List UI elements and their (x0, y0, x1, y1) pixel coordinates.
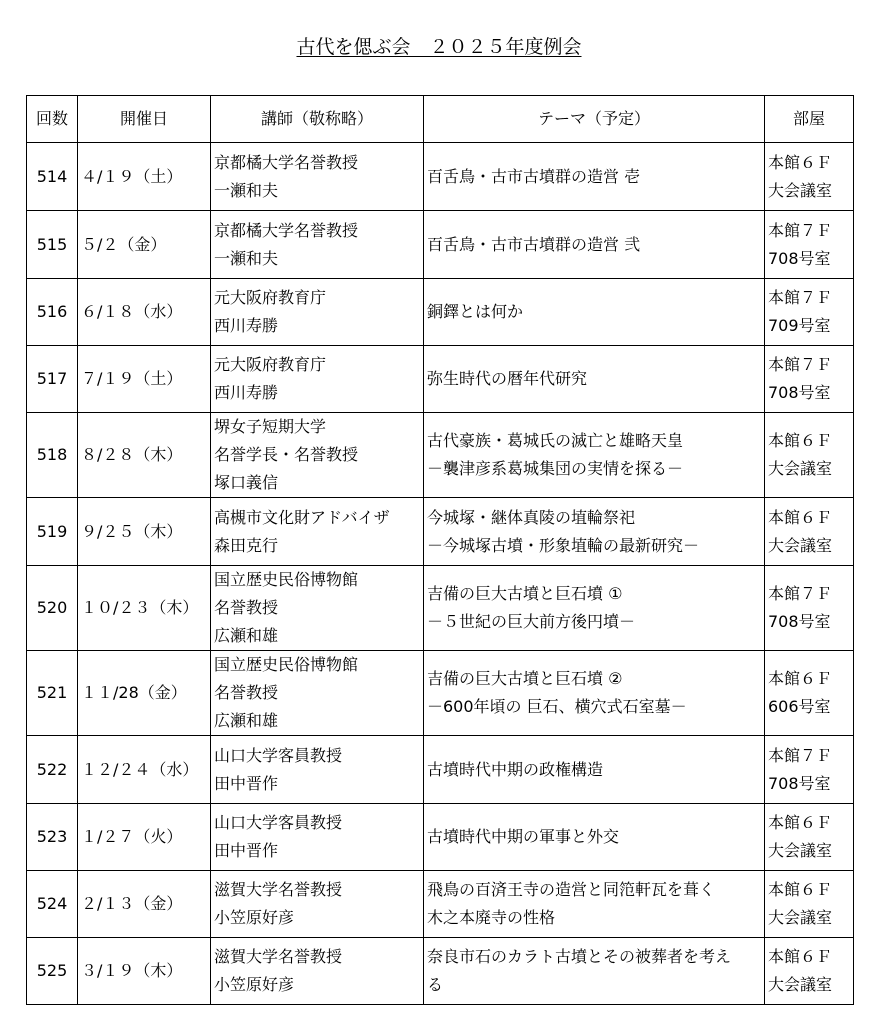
lecturer-cell (211, 498, 424, 566)
header-no: 回数 (27, 96, 78, 143)
theme-line: 吉備の巨大古墳と巨石墳 ② (427, 669, 623, 688)
table-row (27, 651, 854, 736)
session-number: 517 (27, 346, 78, 413)
table-row (27, 804, 854, 871)
lecturer-line: 森田克行 (214, 535, 279, 555)
room-cell (765, 871, 854, 938)
lecturer-line: 小笠原好彦 (214, 975, 295, 994)
header-theme: テーマ（予定） (424, 96, 765, 143)
theme-cell (424, 871, 765, 938)
theme-cell (424, 211, 765, 279)
room-line: 本館６Ｆ (768, 947, 833, 966)
session-date: ９/２５（木） (78, 498, 211, 566)
header-lecturer: 講師（敬称略） (211, 96, 424, 143)
room-line: 本館７Ｆ (768, 584, 833, 603)
session-number: 522 (27, 736, 78, 804)
lecturer-line: 京都橘大学名誉教授 (214, 152, 359, 172)
session-number: 520 (27, 566, 78, 651)
lecturer-line: 名誉教授 (214, 683, 279, 702)
theme-line: －襲津彦系葛城集団の実情を探る－ (427, 459, 684, 478)
room-line: 本館７Ｆ (768, 288, 833, 307)
session-date: ７/１９（土） (78, 346, 211, 413)
lecturer-line: 小笠原好彦 (214, 908, 295, 927)
lecturer-cell (211, 211, 424, 279)
session-number: 519 (27, 498, 78, 566)
room-line: 大会議室 (768, 975, 833, 994)
header-room: 部屋 (765, 96, 854, 143)
lecturer-line: 堺女子短期大学 (214, 417, 327, 436)
session-number: 524 (27, 871, 78, 938)
theme-line: る (427, 975, 444, 994)
lecturer-cell (211, 413, 424, 498)
session-date: ２/１３（金） (78, 871, 211, 938)
room-line: 本館７Ｆ (768, 355, 833, 374)
theme-line: 百舌鳥・古市古墳群の造営 壱 (427, 166, 641, 186)
lecturer-cell (211, 871, 424, 938)
lecturer-line: 一瀬和夫 (214, 248, 279, 268)
session-number: 525 (27, 938, 78, 1005)
room-line: 708号室 (768, 612, 831, 631)
session-date: ４/１９（土） (78, 143, 211, 211)
room-line: 本館７Ｆ (768, 220, 833, 240)
theme-cell (424, 804, 765, 871)
room-line: 本館６Ｆ (768, 507, 833, 527)
lecturer-cell (211, 651, 424, 736)
session-date: １０/２３（木） (78, 566, 211, 651)
session-date: ５/２（金） (78, 211, 211, 279)
room-line: 大会議室 (768, 535, 833, 555)
room-line: 本館６Ｆ (768, 669, 833, 688)
lecturer-line: 国立歴史民俗博物館 (214, 655, 359, 674)
room-cell (765, 498, 854, 566)
theme-line: 古墳時代中期の軍事と外交 (427, 827, 620, 846)
room-line: 本館６Ｆ (768, 813, 833, 832)
theme-cell (424, 143, 765, 211)
session-number: 515 (27, 211, 78, 279)
session-date: １２/２４（水） (78, 736, 211, 804)
room-line: 大会議室 (768, 908, 833, 927)
room-cell (765, 804, 854, 871)
session-date: ６/１８（水） (78, 279, 211, 346)
table-row (27, 938, 854, 1005)
session-number: 516 (27, 279, 78, 346)
schedule-table (26, 95, 854, 1005)
lecturer-line: 名誉学長・名誉教授 (214, 445, 359, 464)
theme-cell (424, 736, 765, 804)
room-cell (765, 413, 854, 498)
lecturer-cell (211, 566, 424, 651)
lecturer-line: 田中晋作 (214, 773, 279, 793)
theme-line: 吉備の巨大古墳と巨石墳 ① (427, 584, 623, 603)
document-title (0, 34, 878, 60)
lecturer-line: 田中晋作 (214, 841, 279, 860)
lecturer-line: 高槻市文化財アドバイザ (214, 507, 390, 527)
lecturer-line: 元大阪府教育庁 (214, 288, 327, 307)
lecturer-line: 滋賀大学名誉教授 (214, 880, 343, 899)
lecturer-line: 国立歴史民俗博物館 (214, 570, 359, 589)
document-title-text: 古代を偲ぶ会 ２０２５年度例会 (296, 36, 582, 58)
lecturer-line: 元大阪府教育庁 (214, 355, 327, 374)
theme-cell (424, 413, 765, 498)
session-number: 523 (27, 804, 78, 871)
theme-line: －５世紀の巨大前方後円墳－ (427, 612, 636, 631)
lecturer-cell (211, 938, 424, 1005)
theme-line: 奈良市石のカラト古墳とその被葬者を考え (427, 947, 732, 966)
room-cell (765, 736, 854, 804)
lecturer-cell (211, 804, 424, 871)
session-number: 521 (27, 651, 78, 736)
lecturer-line: 西川寿勝 (214, 383, 279, 402)
table-row (27, 279, 854, 346)
table-row (27, 143, 854, 211)
room-cell (765, 938, 854, 1005)
theme-line: －今城塚古墳・形象埴輪の最新研究－ (427, 535, 700, 555)
table-row (27, 498, 854, 566)
theme-cell (424, 498, 765, 566)
session-date: １/２７（火） (78, 804, 211, 871)
lecturer-cell (211, 279, 424, 346)
lecturer-cell (211, 346, 424, 413)
session-number: 518 (27, 413, 78, 498)
theme-line: 弥生時代の暦年代研究 (427, 369, 588, 388)
lecturer-cell (211, 143, 424, 211)
room-line: 606号室 (768, 697, 831, 716)
table-row (27, 413, 854, 498)
table-row (27, 346, 854, 413)
theme-cell (424, 651, 765, 736)
schedule-table-body (27, 143, 854, 1005)
room-cell (765, 651, 854, 736)
theme-line: 古墳時代中期の政権構造 (427, 759, 604, 779)
room-cell (765, 211, 854, 279)
lecturer-line: 広瀬和雄 (214, 711, 279, 730)
table-row (27, 211, 854, 279)
lecturer-line: 名誉教授 (214, 598, 279, 617)
room-cell (765, 143, 854, 211)
lecturer-line: 滋賀大学名誉教授 (214, 947, 343, 966)
header-date: 開催日 (78, 96, 211, 143)
lecturer-line: 広瀬和雄 (214, 626, 279, 645)
theme-cell (424, 346, 765, 413)
theme-line: 銅鐸とは何か (427, 302, 524, 321)
lecturer-line: 山口大学客員教授 (214, 745, 343, 765)
table-row (27, 871, 854, 938)
lecturer-line: 塚口義信 (214, 473, 279, 492)
theme-cell (424, 566, 765, 651)
theme-line: 古代豪族・葛城氏の滅亡と雄略天皇 (427, 431, 684, 450)
theme-line: 木之本廃寺の性格 (427, 908, 556, 927)
theme-line: －600年頃の 巨石、横穴式石室墓－ (427, 697, 687, 716)
session-date: １１/28（金） (78, 651, 211, 736)
room-line: 大会議室 (768, 459, 833, 478)
lecturer-line: 一瀬和夫 (214, 180, 279, 200)
lecturer-line: 西川寿勝 (214, 316, 279, 335)
session-number: 514 (27, 143, 78, 211)
room-line: 本館６Ｆ (768, 880, 833, 899)
lecturer-cell (211, 736, 424, 804)
theme-line: 今城塚・継体真陵の埴輪祭祀 (427, 507, 636, 527)
room-line: 708号室 (768, 773, 831, 793)
room-line: 本館６Ｆ (768, 431, 833, 450)
theme-line: 飛鳥の百済王寺の造営と同笵軒瓦を葺く (427, 880, 716, 899)
schedule-table-header (27, 96, 854, 143)
room-line: 709号室 (768, 316, 831, 335)
lecturer-line: 京都橘大学名誉教授 (214, 220, 359, 240)
room-line: 708号室 (768, 383, 831, 402)
theme-line: 百舌鳥・古市古墳群の造営 弐 (427, 234, 641, 254)
theme-cell (424, 279, 765, 346)
room-cell (765, 279, 854, 346)
header-row (27, 96, 854, 143)
session-date: ８/２８（木） (78, 413, 211, 498)
room-cell (765, 346, 854, 413)
lecturer-line: 山口大学客員教授 (214, 813, 343, 832)
room-line: 708号室 (768, 248, 831, 268)
table-row (27, 736, 854, 804)
table-row (27, 566, 854, 651)
room-cell (765, 566, 854, 651)
room-line: 大会議室 (768, 180, 833, 200)
room-line: 本館６Ｆ (768, 152, 833, 172)
theme-cell (424, 938, 765, 1005)
room-line: 大会議室 (768, 841, 833, 860)
room-line: 本館７Ｆ (768, 745, 833, 765)
session-date: ３/１９（木） (78, 938, 211, 1005)
